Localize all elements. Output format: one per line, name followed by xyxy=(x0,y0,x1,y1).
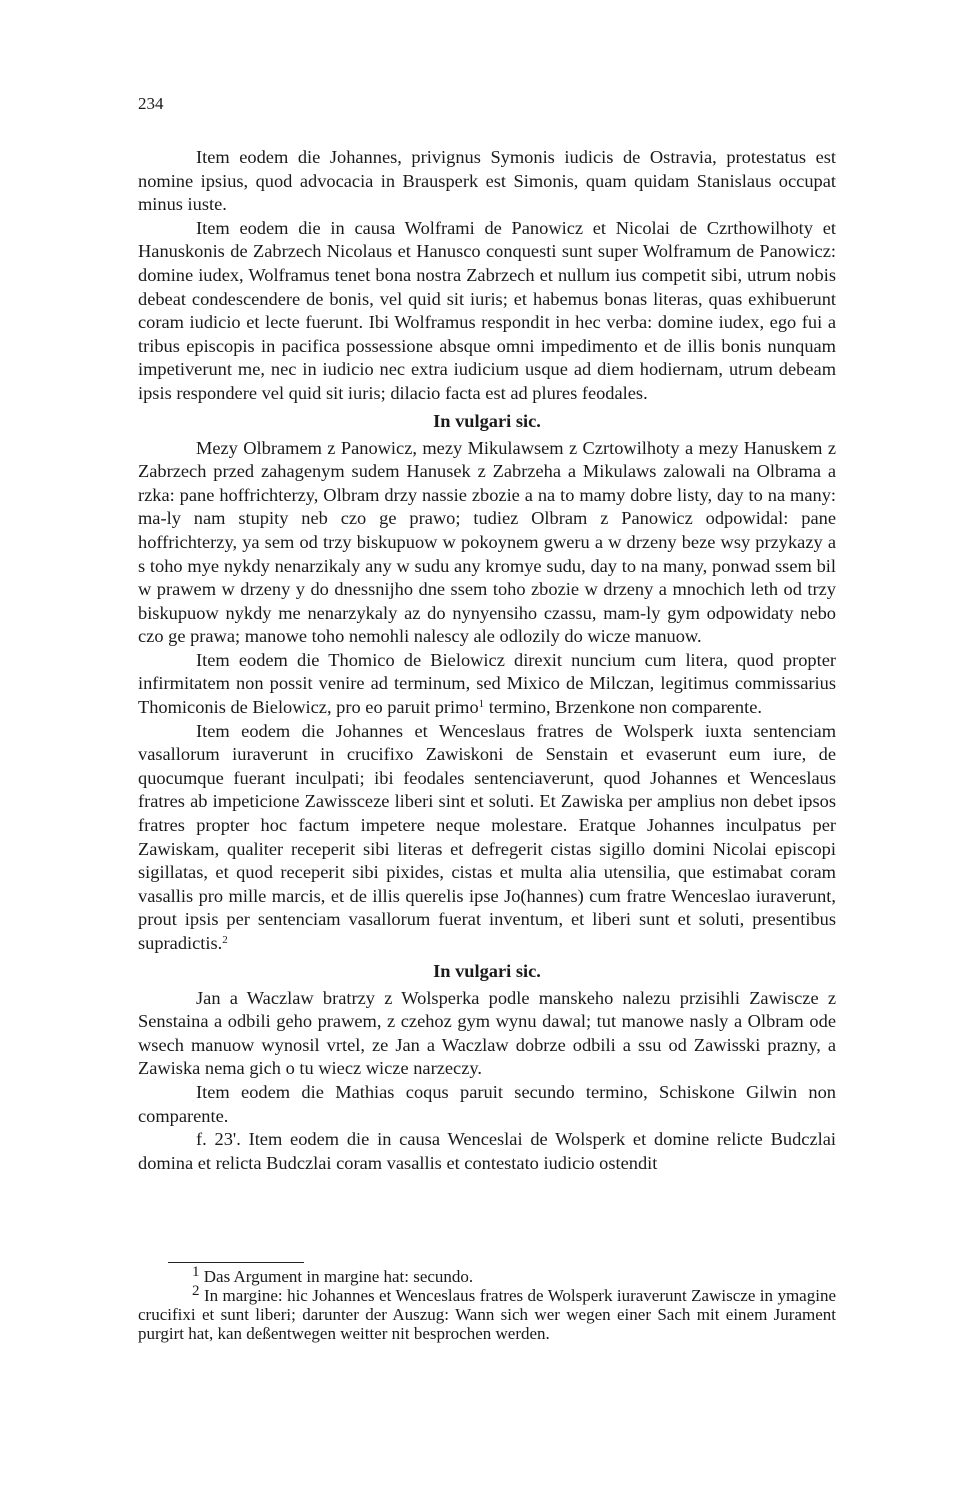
section-heading: In vulgari sic. xyxy=(433,410,541,431)
footnote-ref: 1 xyxy=(478,698,485,711)
section-heading: In vulgari sic. xyxy=(433,960,541,981)
paragraph xyxy=(138,649,836,720)
main-text xyxy=(138,146,836,1175)
paragraph: Jan a Waczlaw bratrzy z Wolsperka podle manskeho nalezu przisihli Zawiscze z Senstaina a odbili geho prawem, z czehoz gym wynu dawal; tut manowe nasly a Olbram ode wsech manuow wynosil vrtel, ze Jan a Waczlaw dobrze odbili a ssu od Zawisski prazny, a Zawiska nema gich o tu wiecz wicze narzeczy. xyxy=(138,987,836,1079)
paragraph-text: Item eodem die Johannes et Wenceslaus fratres de Wolsperk iuxta sentenciam vasallorum iuraverunt in crucifixo Zawiskoni de Senstain et evaserunt eum iure, de quocumque fuerant inculpati; ibi feodales sentenciaverunt, quod Johannes et Wenceslaus fratres ab impeticione Zawissceze liberi sint et soluti. Et Zawiska per amplius non debet ipsos fratres propter hoc factum impetere neque molestare. Eratque Johannes inculpatus per Zawiskam, qualiter receperit sibi literas et defregerit cistas sigillo domini Nicolai episcopi sigillatas, et quod receperit sibi pixides, cistas et multa alia utensilia, que estimabat coram vasallis pro mille marcis, et de illis querelis ipse Jo(hannes) cum fratre Wenceslao iuraverunt, prout ipsis per sentenciam vasallorum fuerat inventum, et liberi sunt et soluti, presentibus supradictis. xyxy=(138,720,836,953)
footnote-text: Das Argument in margine hat: secundo. xyxy=(203,1267,474,1286)
paragraph: Item eodem die Mathias coqus paruit secundo termino, Schiskone Gilwin non comparente. xyxy=(138,1081,836,1126)
page-number: 234 xyxy=(138,94,164,113)
footnote-ref: 2 xyxy=(222,934,228,946)
footnote-text: In margine: hic Johannes et Wenceslaus fratres de Wolsperk iuraverunt Zawiscze in ymagine crucifixi et sunt liberi; darunter der Auszug: Wann sich wer wegen einer Sach mit einem Jurament purgirt hat, kan deßentwegen weitter nit besprochen werden. xyxy=(138,1286,836,1343)
paragraph-text: termino, Brzenkone non comparente. xyxy=(484,697,762,718)
footnote-divider xyxy=(168,1262,304,1263)
paragraph: Item eodem die in causa Wolframi de Panowicz et Nicolai de Czrthowilhoty et Hanuskonis de Zabrzech Nicolaus et Hanusco conquesti sunt super Wolframum de Panowicz: domine iudex, Wolframus tenet bona nostra Zabrzech et nullum ius competit sibi, utrum nobis debeat condescendere de bonis, vel quid sit iuris; et habemus bonas literas, quas exhibuerunt coram iudicio et lecte fuerunt. Ibi Wolframus respondit in hec verba: domine iudex, ego fui a tribus episcopis in pacifica possessione absque omni impedimento et de illis bonis nunquam impetiverunt me, nec in iudicio nec extra iudicium usque ad diem hodiernam, utrum debeam ipsis respondere vel quid sit iuris; dilacio facta est ad plures feodales. xyxy=(138,217,836,403)
footnote-mark: 2 xyxy=(192,1283,200,1299)
footnote xyxy=(138,1283,836,1343)
paragraph: Mezy Olbramem z Panowicz, mezy Mikulawsem z Czrtowilhoty a mezy Hanuskem z Zabrzech przed zahagenym sudem Hanusek z Zabrzeha a Mikulaws zalowali na Olbrama a rzka: pane hoffrichterzy, Olbram drzy nassie zbozie a na to mamy dobre listy, day to na many: ma-ly nam stupity neb czo ge prawo; tudiez Olbram z Panowicz odpowidal: pane hoffrichterzy, ya sem od trzy biskupuow w pokoynem gweru a w drzeny beze wsy przykazy a s toho mye nykdy nenarzikaly any w sudu any kromye sudu, day to na many, ponwad ssem bil w prawem w drzeny y do dnessnijho dne ssem toho zbozie w drzeny a mnochich leth od trzy biskupuow nykdy me nenarzykaly az do nynyensiho czassu, mam-ly gym odpowidaty nebo czo ge prawa; manowe toho nemohli nalescy ale odlozily do wicze manuow. xyxy=(138,437,836,647)
paragraph: Item eodem die Johannes, privignus Symonis iudicis de Ostravia, protestatus est nomine ipsius, quod advocacia in Brausperk est Simonis, quam quidam Stanislaus occupat minus iuste. xyxy=(138,147,836,215)
paragraph xyxy=(138,720,836,956)
footnotes xyxy=(138,1264,836,1343)
footnote xyxy=(138,1264,836,1286)
footnote-mark: 1 xyxy=(192,1264,200,1280)
paragraph-text: Item eodem die Thomico de Bielowicz direxit nuncium cum litera, quod propter infirmitatem non possit venire ad terminum, sed Mixico de Milczan, legitimus commissarius Thomiconis de Bielowicz, pro eo paruit primo xyxy=(138,649,836,718)
paragraph: f. 23'. Item eodem die in causa Wenceslai de Wolsperk et domine relicte Budczlai domina et relicta Budczlai coram vasallis et contestato iudicio ostendit xyxy=(138,1129,836,1173)
